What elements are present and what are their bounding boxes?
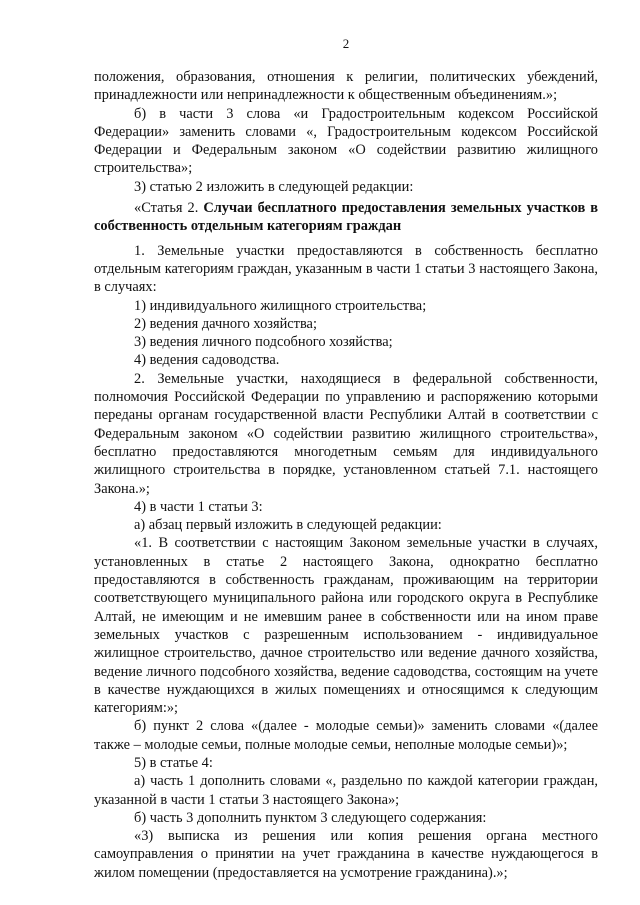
list-item-4: 4) ведения садоводства. <box>134 352 280 369</box>
list-item-2: 2) ведения дачного хозяйства; <box>134 315 317 332</box>
paragraph-item-3: 3) статью 2 изложить в следующей редакции: <box>134 178 414 195</box>
page-number: 2 <box>342 36 350 51</box>
paragraph-continuation: положения, образования, отношения к религии, политических убеждений, принадлежности или непринадлежности к общественным объединениям.»; <box>94 69 598 104</box>
article-2-part-2: 2. Земельные участки, находящиеся в федеральной собственности, полномочия Российской Федерации по управлению и распоряжению которыми переданы органам государственной власти Республики Алтай в соответствии с Федеральным законом «О содействии развитию жилищного строительства», бесплатно предоставляются многодетным семьям для индивидуального жилищного строительства в порядке, установленном статьей 7.1. настоящего Закона.»; <box>94 370 598 497</box>
article-3-part-1-text: «1. В соответствии с настоящим Законом земельные участки в случаях, установленных в статье 2 настоящего Закона, однократно бесплатно предоставляются в собственность гражданам, проживающим на территории соответствующего муниципального района или городского округа в Республике Алтай, не имеющим и не имевшим ранее в собственности или на ином праве земельных участков с разрешенным использованием - индивидуальное жилищное строительство, дачное строительство или ведение дачного хозяйства, ведение личного подсобного хозяйства, ведение садоводства, состоящим на учете в качестве нуждающихся в жилых помещениях и относящимся к следующим категориям:»; <box>94 535 598 717</box>
paragraph-amendment-a-2: а) часть 1 дополнить словами «, раздельно по каждой категории граждан, указанной в части 1 статьи 3 настоящего Закона»; <box>94 773 598 808</box>
list-item-3: 3) ведения личного подсобного хозяйства; <box>134 334 393 351</box>
article-2-prefix: «Статья 2. <box>134 200 204 217</box>
list-item-1: 1) индивидуального жилищного строительства; <box>134 297 427 314</box>
article-2-title: Случаи бесплатного предоставления земельных участков в собственность отдельным категориям граждан <box>94 200 598 235</box>
paragraph-amendment-b-2: б) пункт 2 слова «(далее - молодые семьи)» заменить словами «(далее также – молодые семьи, полные молодые семьи, неполные молодые семьи)»; <box>94 718 598 753</box>
paragraph-amendment-b-3: б) часть 3 дополнить пунктом 3 следующего содержания: <box>134 809 487 826</box>
paragraph-quoted-item-3: «3) выписка из решения или копия решения органа местного самоуправления о принятии на учет гражданина в качестве нуждающегося в жилом помещении (предоставляется на усмотрение гражданина).»; <box>94 828 598 881</box>
paragraph-item-4: 4) в части 1 статьи 3: <box>134 498 263 515</box>
article-2-part-1: 1. Земельные участки предоставляются в собственность бесплатно отдельным категориям граждан, указанным в части 1 статьи 3 настоящего Закона, в случаях: <box>94 242 598 296</box>
paragraph-item-5: 5) в статье 4: <box>134 754 213 771</box>
paragraph-amendment-a: а) абзац первый изложить в следующей редакции: <box>134 517 442 534</box>
paragraph-amendment-b: б) в части 3 слова «и Градостроительным кодексом Российской Федерации» заменить словами «, Градостроительным кодексом Российской Федерации и Федеральным законом «О содействии развитию жилищного строительства»; <box>94 105 598 177</box>
article-2-heading <box>94 199 598 236</box>
